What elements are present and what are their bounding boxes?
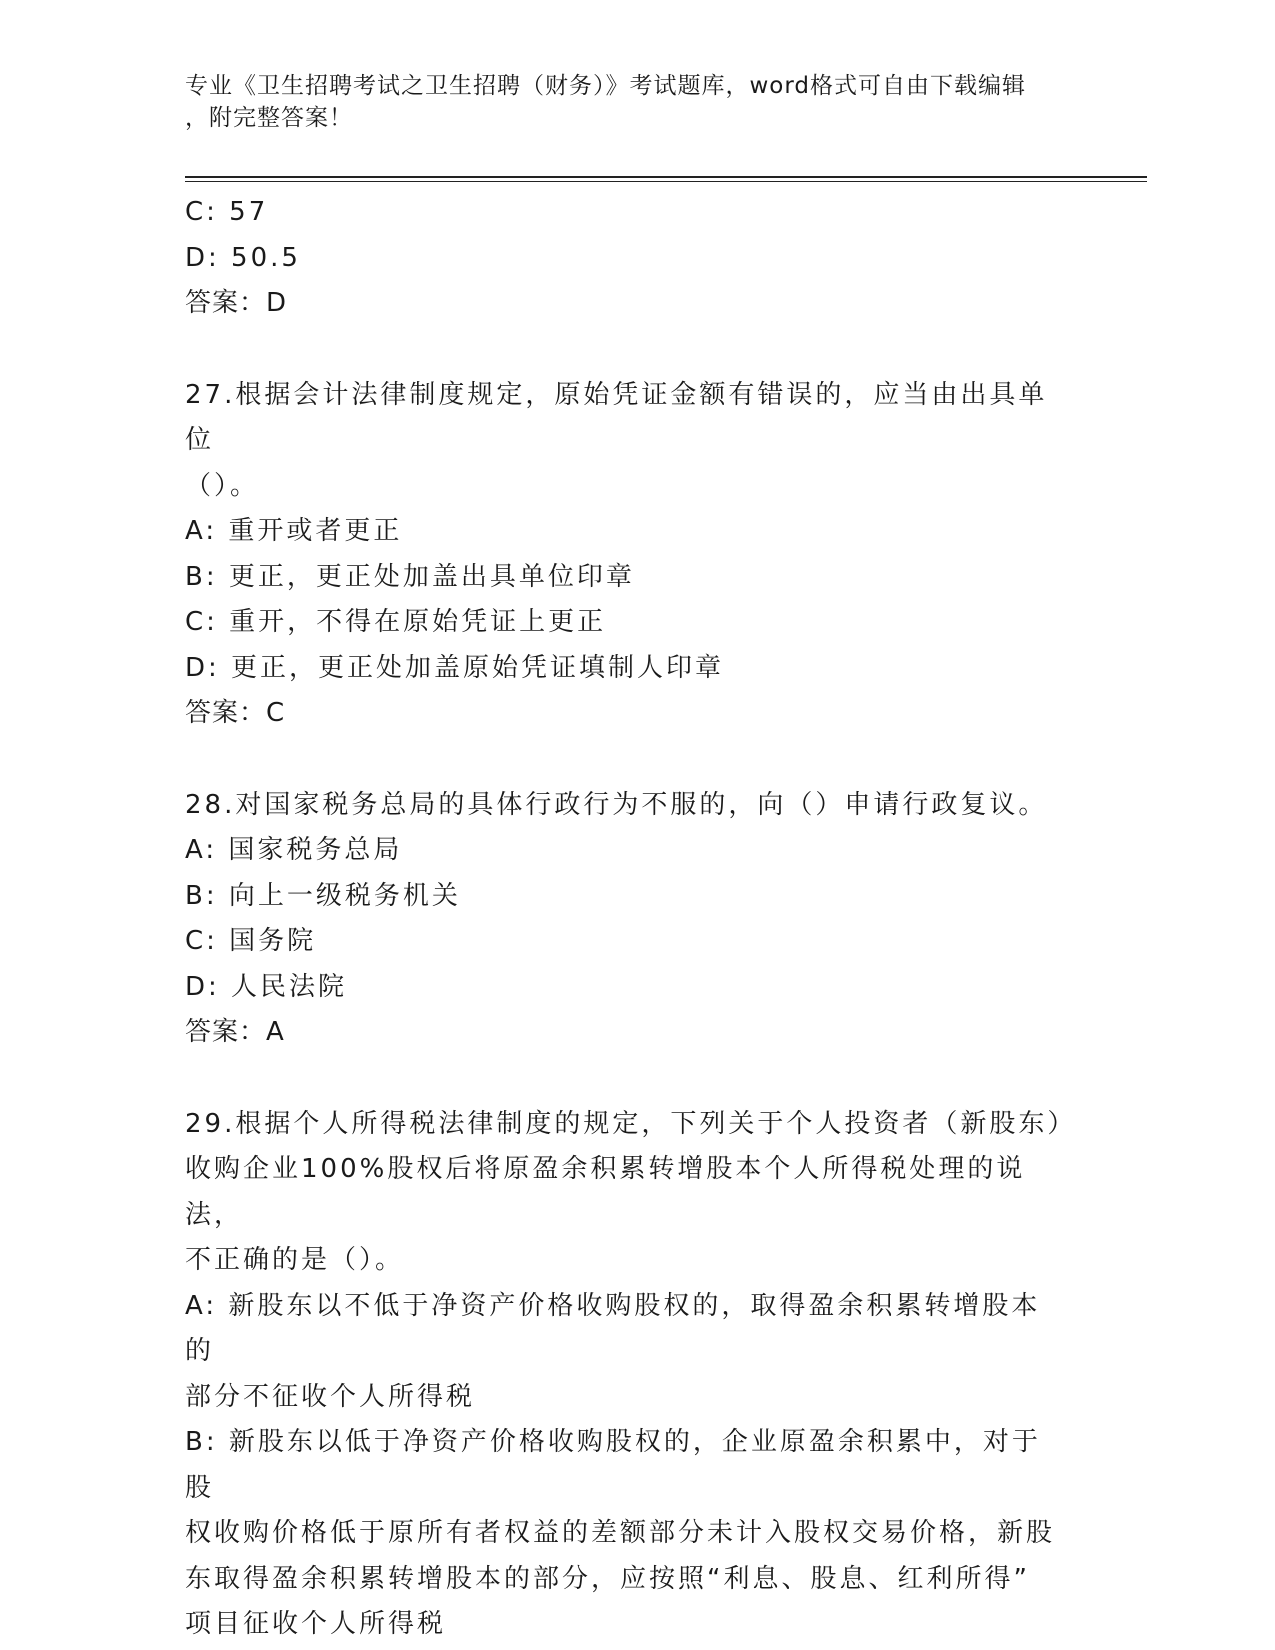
answer: 答案：D (185, 288, 288, 318)
option-a: 部分不征收个人所得税 (185, 1381, 476, 1412)
option-a: A: 重开或者更正 (185, 516, 403, 546)
header-divider-thick (185, 176, 1147, 178)
question-29 (185, 1102, 1077, 1648)
option-d: D: 50.5 (185, 242, 301, 273)
question-27 (185, 373, 1065, 737)
spacer (185, 1056, 1065, 1102)
option-b: B: 更正，更正处加盖出具单位印章 (185, 561, 635, 592)
option-c: C: 重开，不得在原始凭证上更正 (185, 607, 607, 637)
question-stem: 收购企业100%股权后将原盈余积累转增股本个人所得税处理的说法， (185, 1154, 1026, 1230)
option-b: 项目征收个人所得税 (185, 1609, 447, 1639)
option-b: 东取得盈余积累转增股本的部分，应按照“利息、股息、红利所得” (185, 1563, 1030, 1594)
question-26 (185, 190, 1065, 327)
question-28 (185, 783, 1065, 1056)
option-d: D: 更正，更正处加盖原始凭证填制人印章 (185, 652, 725, 683)
option-a: A: 国家税务总局 (185, 835, 403, 865)
header-divider-thin (185, 181, 1147, 182)
answer: 答案：A (185, 1017, 285, 1047)
option-c: C: 国务院 (185, 926, 317, 956)
question-stem: （）。 (185, 470, 260, 501)
document-content (185, 190, 1077, 1648)
option-b: 权收购价格低于原所有者权益的差额部分未计入股权交易价格，新股 (185, 1518, 1056, 1548)
question-stem: 29.根据个人所得税法律制度的规定，下列关于个人投资者（新股东） (185, 1108, 1077, 1139)
option-b: B: 新股东以低于净资产价格收购股权的，企业原盈余积累中，对于股 (185, 1427, 1041, 1503)
question-stem: 不正确的是（）。 (185, 1245, 405, 1275)
option-b: B: 向上一级税务机关 (185, 880, 461, 911)
question-stem: 28.对国家税务总局的具体行政行为不服的，向（）申请行政复议。 (185, 789, 1048, 820)
page-header: 专业《卫生招聘考试之卫生招聘（财务）》考试题库，word格式可自由下载编辑 ，附完整答案！ (185, 73, 1027, 131)
spacer (185, 327, 1065, 373)
question-stem: 27.根据会计法律制度规定，原始凭证金额有错误的，应当由出具单位 (185, 379, 1048, 455)
option-a: A: 新股东以不低于净资产价格收购股权的，取得盈余积累转增股本的 (185, 1290, 1041, 1366)
answer: 答案：C (185, 698, 286, 728)
option-c: C: 57 (185, 197, 269, 227)
spacer (185, 737, 1065, 783)
option-d: D: 人民法院 (185, 971, 348, 1002)
